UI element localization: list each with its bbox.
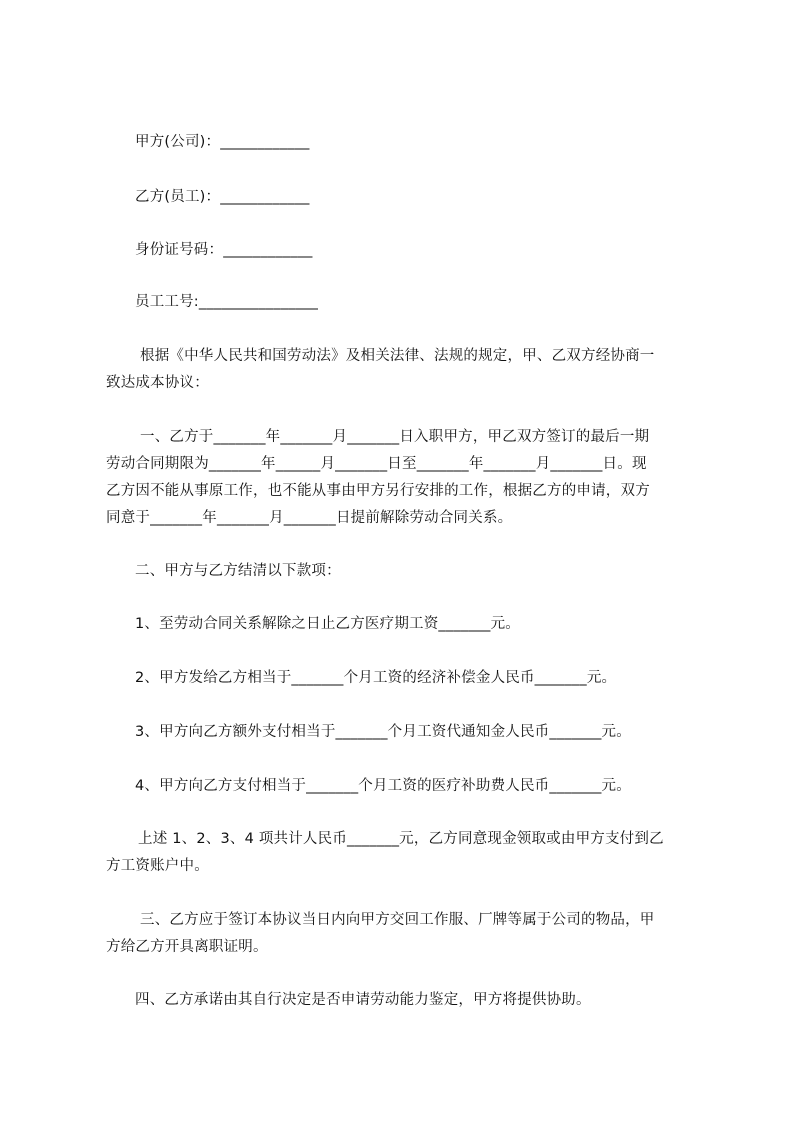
preamble-line-1: 根据《中华人民共和国劳动法》及相关法律、法规的规定，甲、乙双方经协商一 xyxy=(140,348,655,364)
preamble-line-2: 致达成本协议： xyxy=(106,375,209,391)
party-a-field: 甲方(公司)：____________ xyxy=(135,134,310,150)
clause-2-item-2: 2、甲方发给乙方相当于_______个月工资的经济补偿金人民币_______元。 xyxy=(135,670,617,686)
employee-number-field: 员工工号:________________ xyxy=(135,294,319,310)
clause-1-line-4: 同意于_______年_______月_______日提前解除劳动合同关系。 xyxy=(106,510,513,526)
party-b-field: 乙方(员工)：____________ xyxy=(135,189,310,205)
clause-2-total-line-2: 方工资账户中。 xyxy=(106,858,209,874)
clause-3-line-2: 方给乙方开具离职证明。 xyxy=(106,939,268,955)
clause-2-total-line-1: 上述 1、2、3、4 项共计人民币_______元，乙方同意现金领取或由甲方支付到乙 xyxy=(138,831,664,847)
clause-1-line-2: 劳动合同期限为_______年______月_______日至_______年_______月_______日。现 xyxy=(106,456,647,472)
clause-3-line-1: 三、乙方应于签订本协议当日内向甲方交回工作服、厂牌等属于公司的物品，甲 xyxy=(140,912,655,928)
clause-2-item-3: 3、甲方向乙方额外支付相当于_______个月工资代通知金人民币_______元。 xyxy=(135,724,631,740)
id-number-field: 身份证号码：____________ xyxy=(135,242,313,258)
clause-2-heading: 二、甲方与乙方结清以下款项： xyxy=(135,563,341,579)
clause-2-item-1: 1、至劳动合同关系解除之日止乙方医疗期工资_______元。 xyxy=(135,616,520,632)
clause-4-line-1: 四、乙方承诺由其自行决定是否申请劳动能力鉴定，甲方将提供协助。 xyxy=(135,992,591,1008)
clause-1-line-1: 一、乙方于_______年_______月_______日入职甲方，甲乙双方签订的最后一期 xyxy=(140,429,650,445)
clause-1-line-3: 乙方因不能从事原工作，也不能从事由甲方另行安排的工作，根据乙方的申请，双方 xyxy=(106,483,650,499)
clause-2-item-4: 4、甲方向乙方支付相当于_______个月工资的医疗补助费人民币_______元。 xyxy=(135,778,631,794)
